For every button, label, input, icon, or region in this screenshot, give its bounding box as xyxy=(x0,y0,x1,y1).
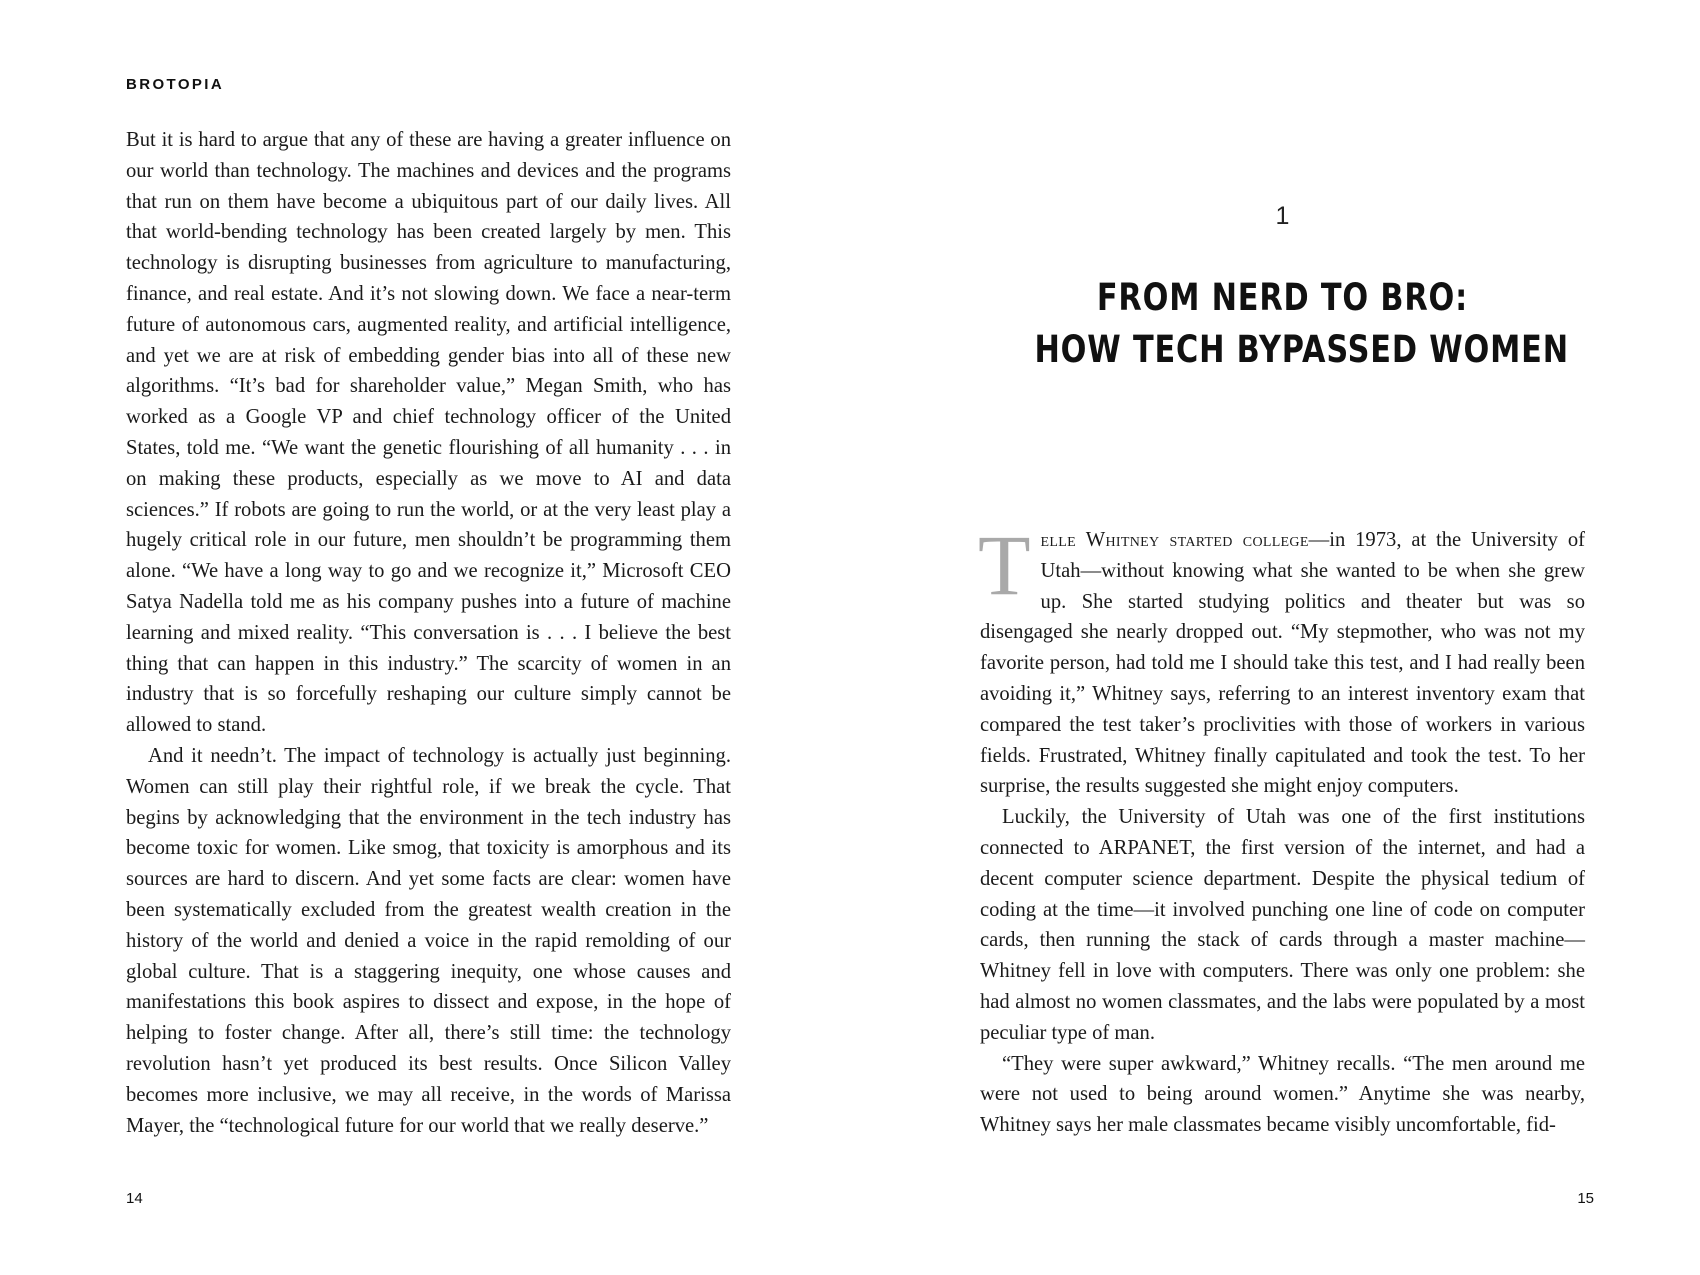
chapter-title-line-2: HOW TECH BYPASSED WOMEN xyxy=(1034,328,1569,371)
body-paragraph-4: “They were super awkward,” Whitney recalls. “The men around me were not used to being around women.” Anytime she was nearby, Whitney says her male classmates became visibly uncomfortable, fid- xyxy=(980,1052,1585,1137)
right-page-body xyxy=(978,517,1585,1141)
opening-text: —in 1973, at the University of Utah—without knowing what she wanted to be when she grew up. She started studying politics and theater but was so disengaged she nearly dropped out. “My stepmother, who was not my favorite person, had told me I should take this test, and I had really been avoiding it,” Whitney says, referring to an interest inventory exam that compared the test taker’s proclivities with those of workers in various fields. Frustrated, Whitney finally capitulated and took the test. To her surprise, the results suggested she might enjoy computers. xyxy=(980,529,1585,798)
body-paragraph-1: But it is hard to argue that any of these are having a greater influence on our world than technology. The machines and devices and the programs that run on them have become a ubiquitous part of our daily lives. All that world-bending technology has been created largely by men. This technology is disrupting businesses from agriculture to manufacturing, finance, and real estate. And it’s not slowing down. We face a near-term future of autonomous cars, augmented reality, and artificial intelligence, and yet we are at risk of embedding gender bias into all of these new algorithms. “It’s bad for shareholder value,” Megan Smith, who has worked as a Google VP and chief technology officer of the United States, told me. “We want the genetic flourishing of all humanity . . . in on making these products, especially as we move to AI and data sciences.” If robots are going to run the world, or at the very least play a hugely critical role in our future, men shouldn’t be programming them alone. “We have a long way to go and we recognize it,” Microsoft CEO Satya Nadella told me as his company pushes into a future of machine learning and mixed reality. “This conversation is . . . I believe the best thing that can happen in this industry.” The scarcity of women in an industry that is so forcefully reshaping our culture simply cannot be allowed to stand. xyxy=(126,129,731,737)
page-number-left: 14 xyxy=(126,1190,143,1207)
chapter-title-line-1: FROM NERD TO BRO: xyxy=(1096,276,1469,319)
running-head: BROTOPIA xyxy=(126,76,225,93)
body-paragraph-2: And it needn’t. The impact of technology is actually just beginning. Women can still play their rightful role, if we break the cycle. That begins by acknowledging that the environment in the tech industry has become toxic for women. Like smog, that toxicity is amorphous and its sources are hard to discern. And yet some facts are clear: women have been systematically excluded from the greatest wealth creation in the history of the world and denied a voice in the rapid remolding of our global culture. That is a staggering inequity, one whose causes and manifestations this book aspires to dissect and expose, in the hope of helping to foster change. After all, there’s still time: the technology revolution hasn’t yet produced its best results. Once Silicon Valley becomes more inclusive, we may all receive, in the words of Marissa Mayer, the “technological future for our world that we really deserve.” xyxy=(126,744,731,1137)
page-number-right: 15 xyxy=(1577,1190,1594,1207)
chapter-number: 1 xyxy=(1275,202,1290,230)
chapter-title xyxy=(1034,272,1569,376)
left-page-body xyxy=(126,125,731,1141)
body-paragraph-3: Luckily, the University of Utah was one of the first institutions connected to ARPANET, the first version of the internet, and had a decent computer science department. Despite the physical tedium of coding at the time—it involved punching one line of code on computer cards, then running the stack of cards through a master machine—Whitney fell in love with computers. There was only one problem: she had almost no women classmates, and the labs were populated by a most peculiar type of man. xyxy=(980,806,1585,1044)
drop-cap: T xyxy=(978,517,1031,613)
opening-paragraph xyxy=(978,517,1585,802)
right-page xyxy=(850,0,1700,1275)
opening-small-caps: elle Whitney started college xyxy=(1040,529,1309,551)
